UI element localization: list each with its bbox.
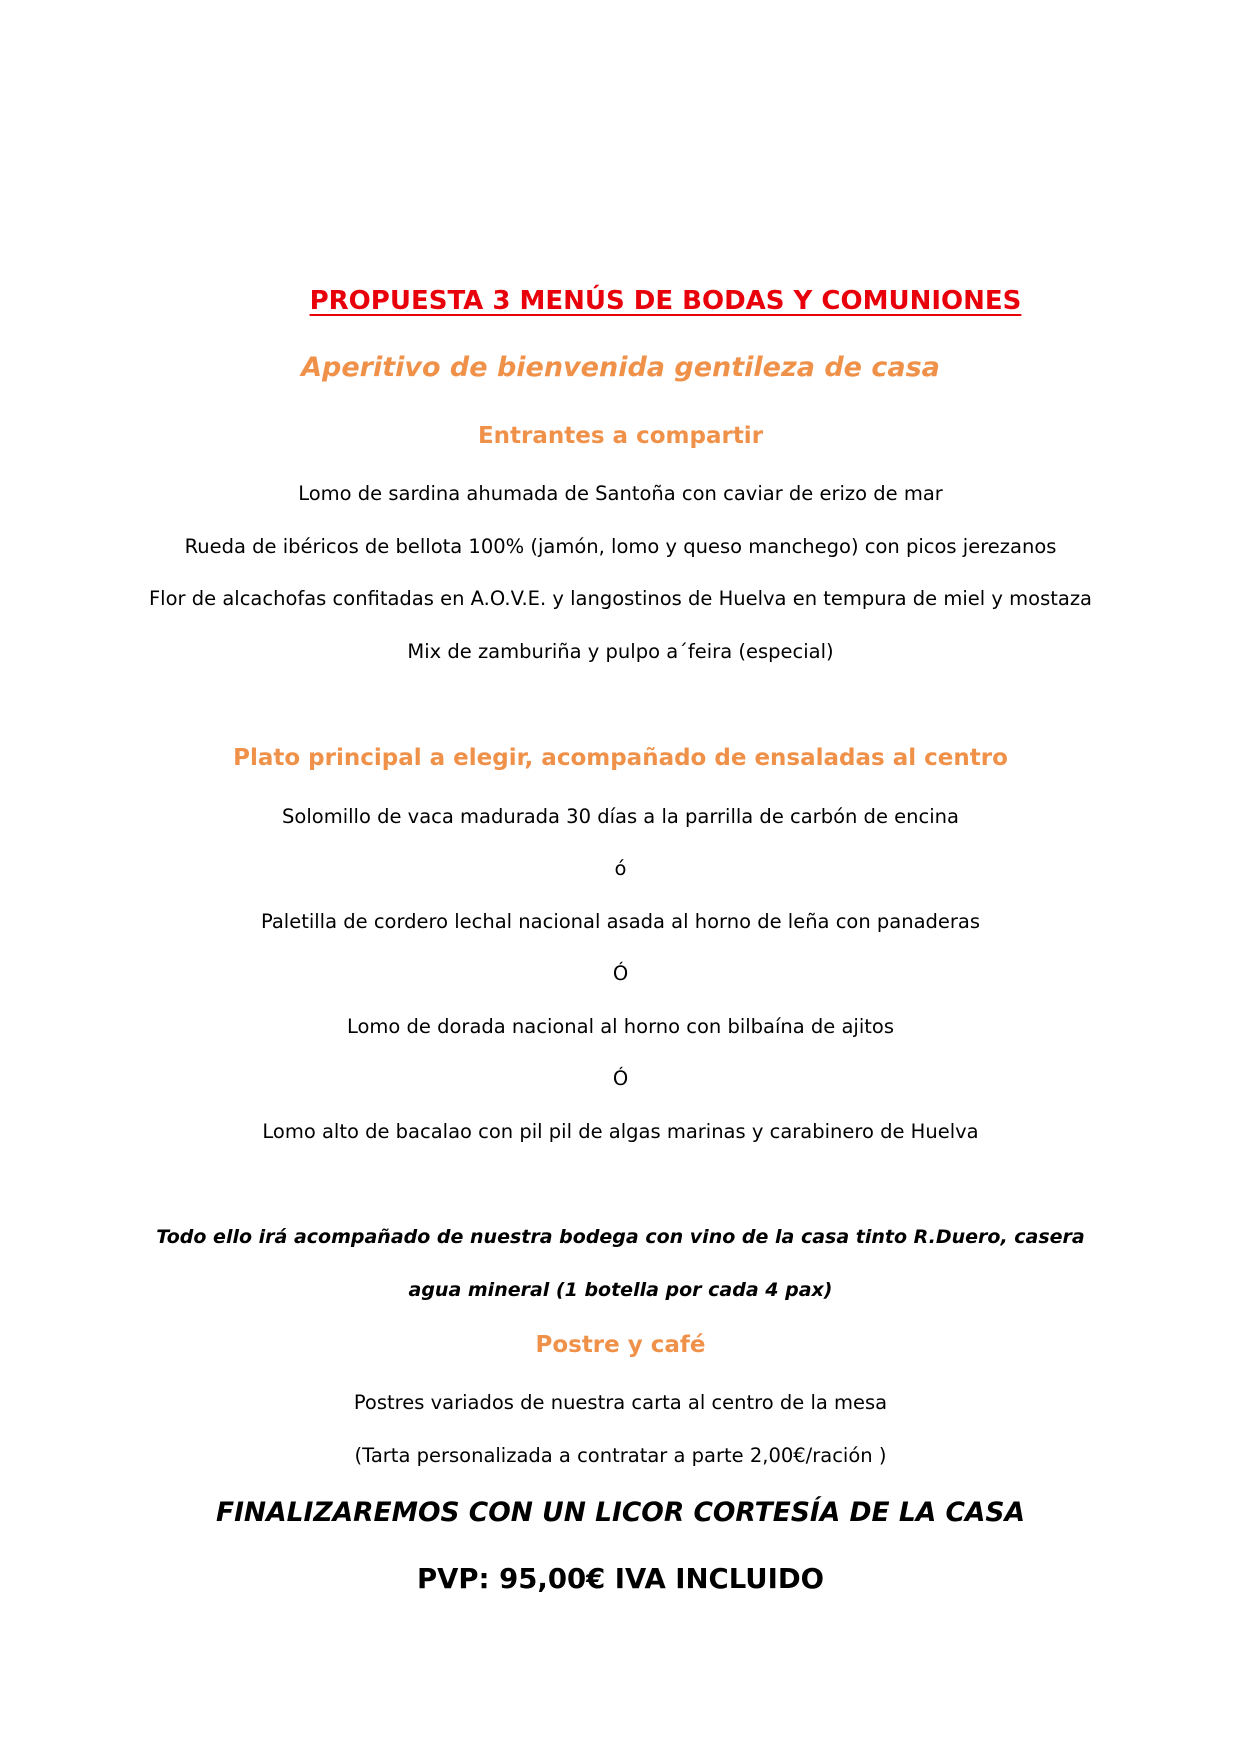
starter-item: Flor de alcachofas confitadas en A.O.V.E. y langostinos de Huelva en tempura de miel y mostaza (148, 587, 1093, 610)
main-course-item: Solomillo de vaca madurada 30 días a la parrilla de carbón de encina (282, 805, 959, 828)
choice-separator: Ó (612, 1067, 629, 1090)
closing-liqueur-note: FINALIZAREMOS CON UN LICOR CORTESÍA DE LA CASA (215, 1497, 1026, 1528)
wine-note-line-1: Todo ello irá acompañado de nuestra bodega con vino de la casa tinto R.Duero, casera (156, 1226, 1085, 1248)
main-course-item: Lomo de dorada nacional al horno con bilbaína de ajitos (346, 1015, 895, 1038)
dessert-item: Postres variados de nuestra carta al centro de la mesa (353, 1391, 888, 1414)
choice-separator: ó (614, 857, 627, 880)
price-label: PVP: 95,00€ IVA INCLUIDO (416, 1563, 825, 1595)
starter-item: Rueda de ibéricos de bellota 100% (jamón, lomo y queso manchego) con picos jerezanos (184, 535, 1057, 558)
main-course-item: Lomo alto de bacalao con pil pil de algas marinas y carabinero de Huelva (262, 1120, 979, 1143)
welcome-aperitif-heading: Aperitivo de bienvenida gentileza de casa (301, 352, 940, 383)
choice-separator: Ó (612, 962, 629, 985)
dessert-item: (Tarta personalizada a contratar a parte 2,00€/ración ) (354, 1444, 887, 1467)
starters-heading: Entrantes a compartir (477, 423, 764, 449)
main-course-heading: Plato principal a elegir, acompañado de ensaladas al centro (233, 745, 1008, 771)
dessert-heading: Postre y café (535, 1332, 706, 1358)
starter-item: Mix de zamburiña y pulpo a´feira (especial) (407, 640, 834, 663)
main-course-item: Paletilla de cordero lechal nacional asada al horno de leña con panaderas (260, 910, 981, 933)
wine-note-line-2: agua mineral (1 botella por cada 4 pax) (408, 1279, 833, 1301)
starter-item: Lomo de sardina ahumada de Santoña con caviar de erizo de mar (298, 482, 943, 505)
page-title: PROPUESTA 3 MENÚS DE BODAS Y COMUNIONES (309, 286, 1022, 316)
